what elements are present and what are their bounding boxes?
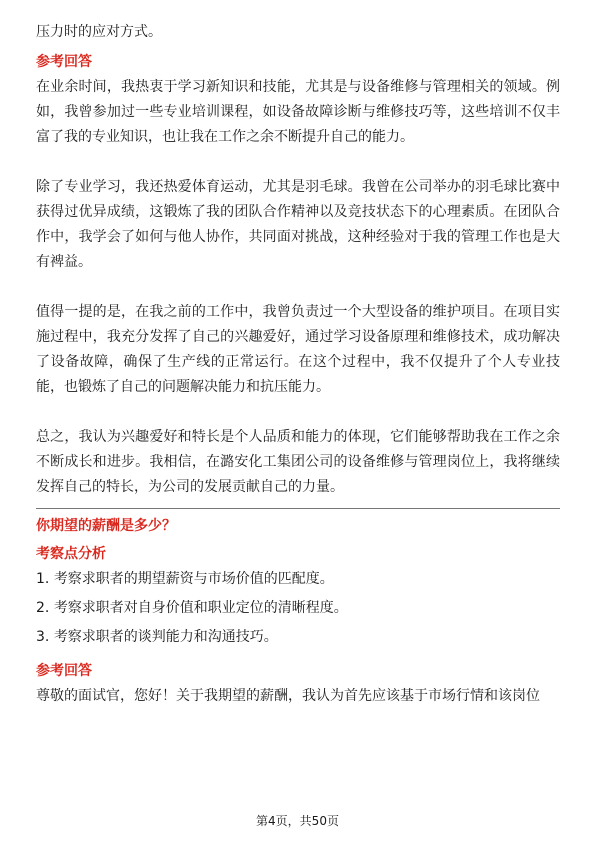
answer-paragraph-4: 总之，我认为兴趣爱好和特长是个人品质和能力的体现，它们能够帮助我在工作之余不断成长和进步。我相信，在潞安化工集团公司的设备维修与管理岗位上，我将继续发挥自己的特长，为公司的发展贡献自己的力量。 — [36, 429, 560, 495]
answer-paragraph-3: 值得一提的是，在我之前的工作中，我曾负责过一个大型设备的维护项目。在项目实施过程中，我充分发挥了自己的兴趣爱好，通过学习设备原理和维修技术，成功解决了设备故障，确保了生产线的正常运行。在这个过程中，我不仅提升了个人专业技能，也锻炼了自己的问题解决能力和抗压能力。 — [36, 304, 560, 395]
list-item — [36, 567, 560, 592]
section-divider — [36, 508, 560, 509]
list-text: 考察求职者对自身价值和职业定位的清晰程度。 — [53, 600, 348, 616]
list-number: 1. — [36, 571, 54, 587]
list-item — [36, 625, 560, 650]
answer-paragraph-1: 在业余时间，我热衷于学习新知识和技能，尤其是与设备维修与管理相关的领域。例如，我曾参加过一些专业培训课程，如设备故障诊断与维修技巧等，这些培训不仅丰富了我的专业知识，也让我在工作之余不断提升自己的能力。 — [36, 79, 560, 145]
list-number: 2. — [36, 600, 54, 616]
answer-paragraph-2: 除了专业学习，我还热爱体育运动，尤其是羽毛球。我曾在公司举办的羽毛球比赛中获得过优异成绩，这锻炼了我的团队合作精神以及竞技状态下的心理素质。在团队合作中，我学会了如何与他人协作，共同面对挑战，这种经验对于我的管理工作也是大有裨益。 — [36, 179, 560, 270]
list-number: 3. — [36, 629, 54, 645]
list-item — [36, 596, 560, 621]
page-footer: 第4页，共50页 — [256, 814, 339, 828]
reference-answer-label-2: 参考回答 — [36, 663, 92, 679]
answer-start: 尊敬的面试官，您好！关于我期望的薪酬，我认为首先应该基于市场行情和该岗位 — [36, 688, 540, 704]
question-title: 你期望的薪酬是多少？ — [36, 518, 176, 534]
list-text: 考察求职者的谈判能力和沟通技巧。 — [53, 629, 278, 645]
intro-line: 压力时的应对方式。 — [36, 24, 162, 40]
page-content — [36, 20, 560, 709]
analysis-label: 考察点分析 — [36, 546, 106, 562]
list-text: 考察求职者的期望薪资与市场价值的匹配度。 — [53, 571, 334, 587]
reference-answer-label: 参考回答 — [36, 54, 92, 70]
